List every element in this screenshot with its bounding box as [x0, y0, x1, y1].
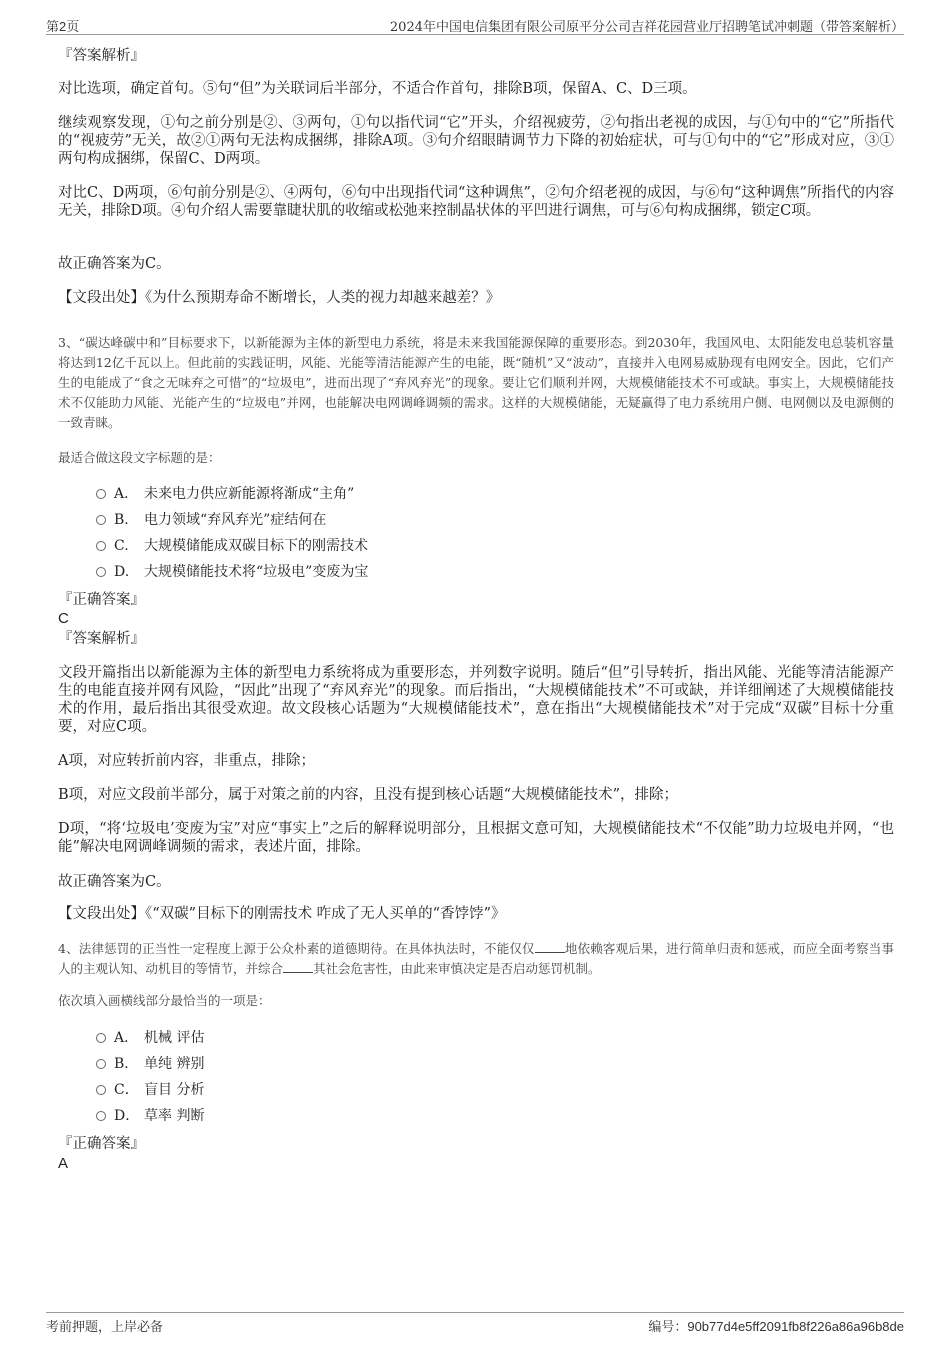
option-key: D.: [114, 564, 130, 580]
option-text: 未来电力供应新能源将渐成“主角”: [144, 486, 355, 502]
q3-option-c[interactable]: [96, 537, 368, 555]
option-text: 大规模储能技术将“垃圾电”变废为宝: [144, 564, 369, 580]
q2-source: 【文段出处】《为什么预期寿命不断增长，人类的视力却越来越差？》: [58, 290, 501, 306]
q2-analysis-label: 『答案解析』: [58, 48, 145, 64]
radio-icon[interactable]: [96, 515, 106, 525]
radio-icon[interactable]: [96, 1033, 106, 1043]
q4-question-text: 4、法律惩罚的正当性一定程度上源于公众朴素的道德期待。在具体执法时，不能仅仅 地依赖客观后果，进行简单归责和惩戒，而应全面考察当事人的主观认知、动机目的等情节，并综合 其社会危害性，由此来审慎决定是否启动惩罚机制。: [58, 941, 894, 976]
footer-slogan: 考前押题，上岸必备: [46, 1320, 164, 1335]
q3-option-b[interactable]: [96, 511, 326, 529]
radio-icon[interactable]: [96, 1085, 106, 1095]
option-text: 盲目 分析: [144, 1082, 205, 1098]
q4-option-d[interactable]: [96, 1107, 204, 1125]
q2-analysis-para-2: 继续观察发现，①句之前分别是②、③两句，①句以指代词“它”开头，介绍视疲劳，②句指出老视的成因，与①句中的“它”所指代的“视疲劳”无关，故②①两句无法构成捆绑，排除A项。③句介绍眼睛调节力下降的初始症状，可与①句中的“它”形成对应，③①两句构成捆绑，保留C、D两项。: [58, 115, 894, 167]
option-key: D．: [114, 1108, 140, 1124]
radio-icon[interactable]: [96, 1059, 106, 1069]
option-key: C.: [114, 538, 129, 554]
q2-analysis-para-1: 对比选项，确定首句。⑤句“但”为关联词后半部分，不适合作首句，排除B项，保留A、C、D三项。: [58, 81, 697, 97]
q3-analysis-para-2: A项，对应转折前内容，非重点，排除；: [58, 753, 315, 769]
radio-icon[interactable]: [96, 1111, 106, 1121]
q4-option-b[interactable]: [96, 1055, 204, 1073]
q4-prompt: 依次填入画横线部分最恰当的一项是：: [58, 993, 271, 1008]
q2-conclusion: 故正确答案为C。: [58, 256, 171, 272]
q3-answer-label: 『正确答案』: [58, 592, 145, 608]
option-text: 机械 评估: [144, 1030, 205, 1046]
q4-option-c[interactable]: [96, 1081, 204, 1099]
q3-conclusion: 故正确答案为C。: [58, 874, 171, 890]
document-code: 编号：90b77d4e5ff2091fb8f226a86a96b8de: [648, 1319, 904, 1335]
option-text: 草率 判断: [144, 1108, 205, 1124]
q3-option-a[interactable]: [96, 485, 354, 503]
option-text: 单纯 辨别: [144, 1056, 205, 1072]
q3-analysis-para-3: B项，对应文段前半部分，属于对策之前的内容，且没有提到核心话题“大规模储能技术”，排除；: [58, 787, 678, 803]
radio-icon[interactable]: [96, 567, 106, 577]
q2-analysis-para-3: 对比C、D两项，⑥句前分别是②、④两句，⑥句中出现指代词“这种调焦”，②句介绍老视的成因，与⑥句“这种调焦”所指代的内容无关，排除D项。④句介绍人需要靠睫状肌的收缩或松弛来控制晶状体的平凹进行调焦，可与⑥句构成捆绑，锁定C项。: [58, 185, 894, 219]
option-key: C．: [114, 1082, 139, 1098]
q3-prompt: 最适合做这段文字标题的是：: [58, 450, 221, 465]
radio-icon[interactable]: [96, 489, 106, 499]
blank-1: [535, 940, 565, 953]
q3-analysis-label: 『答案解析』: [58, 631, 145, 647]
q3-option-d[interactable]: [96, 563, 368, 581]
option-key: B.: [114, 512, 129, 528]
q3-answer: C: [58, 610, 69, 627]
radio-icon[interactable]: [96, 541, 106, 551]
q4-option-a[interactable]: [96, 1029, 204, 1047]
option-key: A．: [114, 486, 139, 502]
blank-2: [283, 960, 313, 973]
q3-question-text: 3、“碳达峰碳中和”目标要求下，以新能源为主体的新型电力系统，将是未来我国能源保障的重要形态。到2030年，我国风电、太阳能发电总装机容量将达到12亿千瓦以上。但此前的实践证明，风能、光能等清洁能源产生的电能，既“随机”又“波动”，直接并入电网易威胁现有电网安全。因此，它们产生的电能成了“食之无味弃之可惜”的“垃圾电”，进而出现了“弃风弃光”的现象。要让它们顺利并网，大规模储能技术不可或缺。事实上，大规模储能技术不仅能助力风能、光能产生的“垃圾电”并网，也能解决电网调峰调频的需求。这样的大规模储能，无疑赢得了电力系统用户侧、电网侧以及电源侧的一致青睐。: [58, 335, 894, 430]
option-key: A．: [114, 1030, 139, 1046]
page-number: 第2页: [46, 19, 80, 34]
option-text: 大规模储能成双碳目标下的刚需技术: [144, 538, 368, 554]
document-title: 2024年中国电信集团有限公司原平分公司吉祥花园营业厅招聘笔试冲刺题（带答案解析）: [389, 20, 904, 35]
q4-answer-label: 『正确答案』: [58, 1136, 145, 1152]
option-key: B．: [114, 1056, 139, 1072]
page-footer: [46, 1312, 904, 1335]
q3-source: 【文段出处】《“双碳”目标下的刚需技术 咋成了无人买单的“香饽饽”》: [58, 906, 506, 922]
page-header: [46, 14, 904, 35]
q4-answer: A: [58, 1155, 69, 1172]
q3-analysis-para-4: D项，“将‘垃圾电’变废为宝”对应“事实上”之后的解释说明部分，且根据文意可知，大规模储能技术“不仅能”助力垃圾电并网，“也能”解决电网调峰调频的需求，表述片面，排除。: [58, 821, 894, 855]
q3-analysis-para-1: 文段开篇指出以新能源为主体的新型电力系统将成为重要形态，并列数字说明。随后“但”引导转折，指出风能、光能等清洁能源产生的电能直接并网有风险，“因此”出现了“弃风弃光”的现象。而后指出，“大规模储能技术”不可或缺，并详细阐述了大规模储能技术的作用，最后指出其很受欢迎。故文段核心话题为“大规模储能技术”，意在指出“大规模储能技术”对于完成“双碳”目标十分重要，对应C项。: [58, 665, 894, 735]
option-text: 电力领域“弃风弃光”症结何在: [144, 512, 327, 528]
